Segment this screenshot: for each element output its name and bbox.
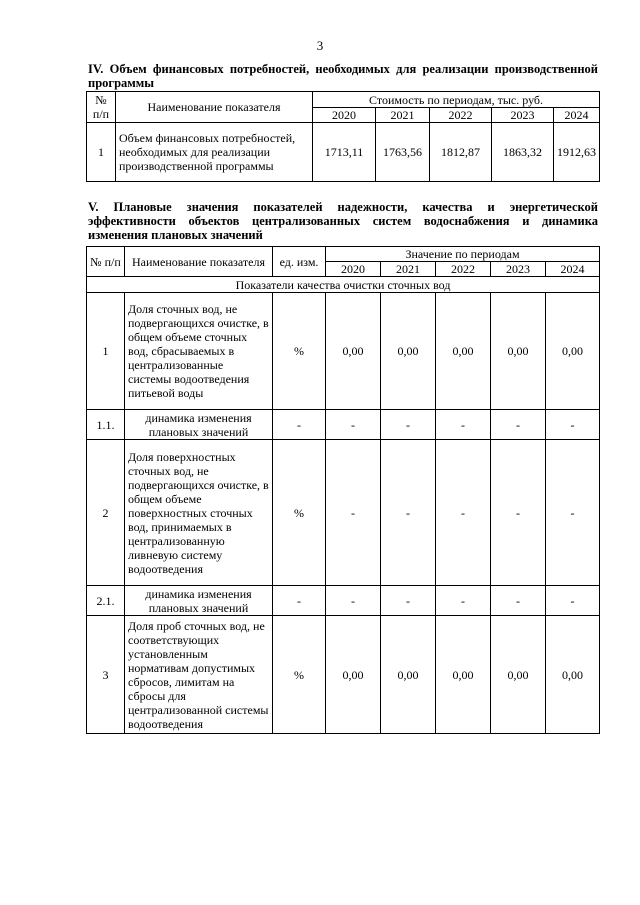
row-value: 0,00 bbox=[491, 293, 546, 410]
col-header-name: Наименование показателя bbox=[125, 247, 273, 277]
row-value: 0,00 bbox=[326, 616, 381, 734]
col-header-value: Значение по периодам bbox=[326, 247, 600, 262]
row-name: Доля сточных вод, не подвергающихся очистке, в общем объеме сточных вод, сбрасываемых в централизованные системы водоотведения питьевой воды bbox=[125, 293, 273, 410]
year-header: 2022 bbox=[436, 262, 491, 277]
row-value: 1912,63 bbox=[554, 123, 600, 182]
row-num: 1 bbox=[87, 293, 125, 410]
row-value: 0,00 bbox=[381, 293, 436, 410]
row-value: 1713,11 bbox=[313, 123, 376, 182]
row-value: 1763,56 bbox=[376, 123, 430, 182]
row-unit: % bbox=[273, 440, 326, 586]
row-value: 0,00 bbox=[491, 616, 546, 734]
row-value: - bbox=[381, 440, 436, 586]
indicators-table bbox=[86, 246, 600, 734]
row-value: 0,00 bbox=[546, 293, 600, 410]
year-header: 2024 bbox=[554, 108, 600, 123]
row-value: - bbox=[491, 440, 546, 586]
row-name: Доля проб сточных вод, не соответствующих установленным нормативам допустимых сбросов, лимитам на сбросы для централизованной системы водоотведения bbox=[125, 616, 273, 734]
row-value: - bbox=[546, 586, 600, 616]
row-value: 0,00 bbox=[381, 616, 436, 734]
row-num: 1 bbox=[87, 123, 116, 182]
row-value: - bbox=[436, 410, 491, 440]
row-value: - bbox=[381, 410, 436, 440]
section-5-title: V. Плановые значения показателей надежности, качества и энергетической эффективности объектов централизованных систем водоснабжения и динамика изменения плановых значений bbox=[88, 200, 598, 242]
row-name: Объем финансовых потребностей, необходимых для реализации производственной программы bbox=[116, 123, 313, 182]
col-header-name: Наименование показателя bbox=[116, 92, 313, 123]
row-value: 0,00 bbox=[436, 293, 491, 410]
year-header: 2020 bbox=[326, 262, 381, 277]
page-number: 3 bbox=[316, 38, 324, 53]
row-unit: - bbox=[273, 410, 326, 440]
row-num: 2.1. bbox=[87, 586, 125, 616]
row-unit: % bbox=[273, 616, 326, 734]
row-value: 0,00 bbox=[326, 293, 381, 410]
row-value: - bbox=[436, 586, 491, 616]
row-name: Доля поверхностных сточных вод, не подвергающихся очистке, в общем объеме поверхностных сточных вод, принимаемых в централизованную ливневую систему водоотведения bbox=[125, 440, 273, 586]
financial-needs-table bbox=[86, 91, 600, 182]
row-value: - bbox=[381, 586, 436, 616]
row-value: 1863,32 bbox=[492, 123, 554, 182]
year-header: 2021 bbox=[381, 262, 436, 277]
row-name: динамика изменения плановых значений bbox=[125, 410, 273, 440]
col-header-num: № п/п bbox=[87, 247, 125, 277]
col-header-unit: ед. изм. bbox=[273, 247, 326, 277]
row-value: - bbox=[546, 440, 600, 586]
row-value: - bbox=[326, 586, 381, 616]
section-subheader: Показатели качества очистки сточных вод bbox=[87, 277, 600, 293]
year-header: 2020 bbox=[313, 108, 376, 123]
col-header-cost: Стоимость по периодам, тыс. руб. bbox=[313, 92, 600, 108]
year-header: 2023 bbox=[492, 108, 554, 123]
row-num: 3 bbox=[87, 616, 125, 734]
row-unit: % bbox=[273, 293, 326, 410]
year-header: 2024 bbox=[546, 262, 600, 277]
row-value: - bbox=[491, 586, 546, 616]
year-header: 2021 bbox=[376, 108, 430, 123]
row-num: 1.1. bbox=[87, 410, 125, 440]
row-num: 2 bbox=[87, 440, 125, 586]
section-4-title: IV. Объем финансовых потребностей, необходимых для реализации производственной программы bbox=[88, 62, 598, 90]
row-name: динамика изменения плановых значений bbox=[125, 586, 273, 616]
row-value: 0,00 bbox=[436, 616, 491, 734]
row-value: - bbox=[491, 410, 546, 440]
row-unit: - bbox=[273, 586, 326, 616]
row-value: - bbox=[326, 440, 381, 586]
row-value: - bbox=[326, 410, 381, 440]
row-value: - bbox=[546, 410, 600, 440]
year-header: 2023 bbox=[491, 262, 546, 277]
col-header-num: № п/п bbox=[87, 92, 116, 123]
row-value: - bbox=[436, 440, 491, 586]
row-value: 1812,87 bbox=[430, 123, 492, 182]
row-value: 0,00 bbox=[546, 616, 600, 734]
year-header: 2022 bbox=[430, 108, 492, 123]
